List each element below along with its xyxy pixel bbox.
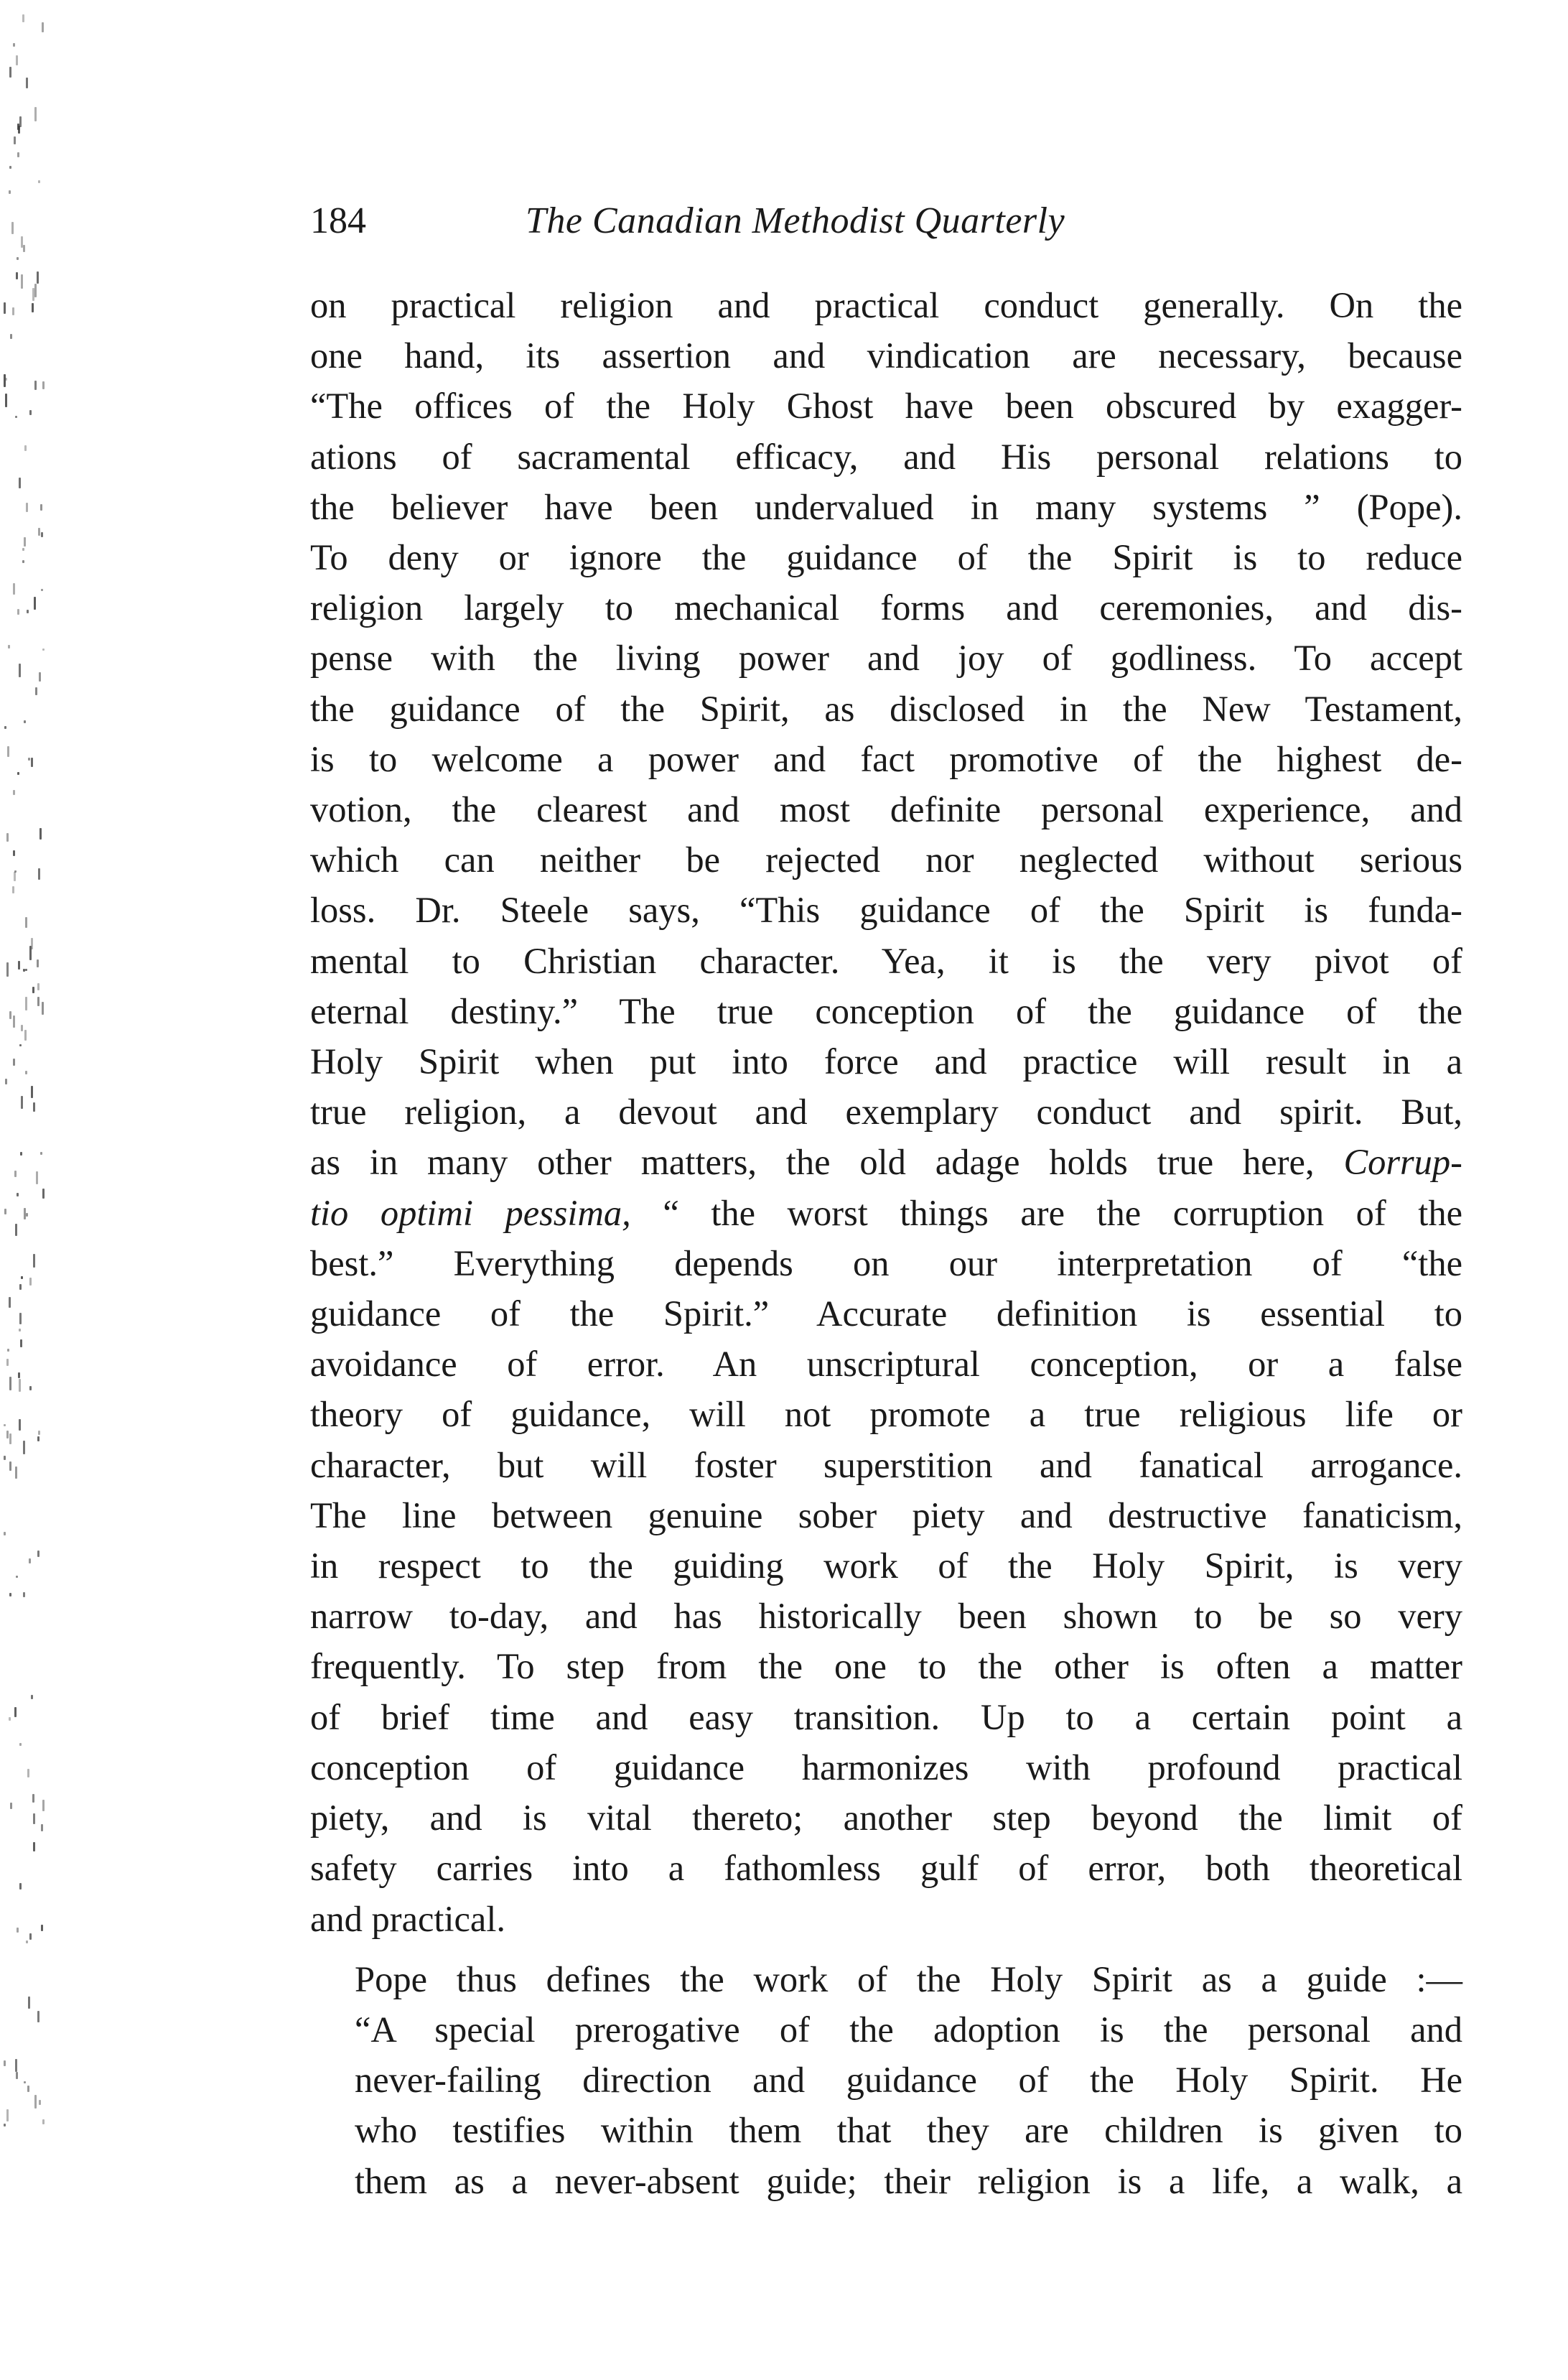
binding-speck (42, 1800, 45, 1811)
binding-speck (42, 1002, 44, 1015)
binding-speck (9, 1593, 11, 1596)
text-line-with-italic (310, 1137, 1462, 1187)
latin-phrase-end: tio optimi pessima, (310, 1192, 631, 1233)
binding-speck (35, 687, 37, 695)
binding-speck (31, 758, 33, 767)
binding-speck (34, 381, 37, 390)
binding-speck (42, 381, 45, 389)
binding-speck (32, 288, 34, 301)
binding-speck (14, 872, 16, 881)
binding-speck (20, 1152, 22, 1156)
body-text (310, 280, 1462, 2206)
text-line: “A special prerogative of the adoption is the personal and (355, 2009, 1462, 2050)
binding-speck (40, 504, 42, 511)
binding-speck (23, 1441, 25, 1454)
binding-speck (31, 938, 33, 949)
binding-speck (17, 124, 19, 130)
binding-speck (34, 2095, 37, 2109)
binding-speck (19, 1284, 22, 1290)
binding-speck (15, 2059, 17, 2072)
binding-speck (10, 334, 12, 339)
binding-speck (14, 1171, 17, 1177)
binding-speck (27, 610, 29, 613)
binding-speck (39, 828, 42, 840)
binding-speck (17, 609, 19, 615)
binding-speck (19, 1329, 21, 1331)
page-number: 184 (310, 200, 366, 241)
text-line: the guidance of the Spirit, as disclosed in the New Testament, (310, 688, 1462, 729)
binding-speck (24, 537, 26, 547)
binding-speck (41, 1824, 43, 1831)
binding-speck (26, 503, 28, 512)
binding-speck (37, 997, 39, 1006)
text-line: ations of sacramental efficacy, and His personal relations to (310, 436, 1462, 477)
binding-speck (19, 1044, 22, 1046)
binding-speck (21, 274, 23, 289)
text-line: is to welcome a power and fact promotive of the highest de- (310, 738, 1462, 779)
binding-speck (23, 1592, 25, 1597)
binding-speck (7, 1349, 9, 1352)
binding-speck (24, 1208, 26, 1219)
binding-speck (23, 245, 25, 252)
text-line: true religion, a devout and exemplary conduct and spirit. But, (310, 1092, 1462, 1133)
text-line: character, but will foster superstition and fanatical arrogance. (310, 1444, 1462, 1485)
text-line: Pope thus defines the work of the Holy Spirit as a guide :— (355, 1958, 1462, 1999)
binding-speck (41, 532, 43, 537)
binding-speck (7, 746, 9, 757)
binding-speck (4, 1424, 6, 1426)
text-line: best.” Everything depends on our interpretation of “the (310, 1242, 1462, 1283)
binding-speck (29, 1933, 32, 1940)
binding-speck (18, 1372, 20, 1378)
binding-speck (6, 833, 9, 842)
binding-speck (37, 983, 39, 990)
binding-speck (5, 1079, 7, 1084)
binding-speck (34, 107, 37, 121)
text-line: the believer have been undervalued in many systems ” (Pope). (310, 486, 1462, 527)
binding-speck (37, 2011, 39, 2022)
binding-speck (4, 1209, 6, 1214)
binding-speck (14, 1707, 17, 1717)
binding-speck (5, 394, 7, 407)
binding-speck (12, 307, 14, 315)
binding-speck (13, 1059, 15, 1066)
latin-phrase-start: Corrup- (1343, 1142, 1462, 1183)
binding-speck (34, 284, 37, 297)
binding-speck (29, 1386, 32, 1390)
binding-speck (16, 272, 18, 279)
binding-speck (42, 1189, 45, 1199)
binding-speck (27, 1769, 29, 1777)
binding-speck (16, 1576, 18, 1578)
binding-speck (42, 2119, 45, 2124)
text-line: safety carries into a fathomless gulf of error, both theoretical (310, 1848, 1462, 1889)
binding-speck (4, 726, 6, 729)
paragraph-1 (310, 280, 1462, 1944)
binding-speck (37, 1551, 39, 1557)
binding-speck (4, 2060, 6, 2066)
binding-speck (21, 1096, 23, 1109)
binding-speck (39, 2100, 41, 2105)
binding-speck (22, 548, 24, 551)
binding-speck (22, 14, 24, 22)
binding-speck (26, 78, 28, 88)
binding-speck (26, 1213, 28, 1217)
text-line: The line between genuine sober piety and destructive fanaticism, (310, 1495, 1462, 1535)
binding-speck (33, 1102, 35, 1112)
binding-speck (15, 1466, 17, 1479)
binding-speck (39, 672, 41, 682)
binding-speck (40, 1152, 42, 1155)
binding-speck (19, 478, 21, 488)
binding-speck (9, 190, 11, 194)
binding-speck (32, 1794, 34, 1803)
binding-speck (9, 1011, 11, 1019)
binding-speck (19, 1743, 22, 1746)
binding-speck (42, 649, 45, 651)
text-line: guidance of the Spirit.” Accurate definition is essential to (310, 1293, 1462, 1334)
binding-speck (15, 1224, 17, 1236)
text-line: Holy Spirit when put into force and practice will result in a (310, 1041, 1462, 1082)
binding-speck (37, 959, 39, 967)
text-line: votion, the clearest and most definite personal experience, and (310, 789, 1462, 830)
binding-speck (29, 410, 32, 415)
binding-speck (31, 1695, 33, 1699)
binding-speck (17, 152, 19, 157)
text-line: one hand, its assertion and vindication are necessary, because (310, 335, 1462, 376)
text-line: mental to Christian character. Yea, it is the very pivot of (310, 940, 1462, 981)
binding-speck (19, 1419, 21, 1431)
binding-speck (34, 597, 36, 610)
binding-speck (32, 303, 34, 312)
binding-speck (13, 583, 15, 595)
binding-speck (8, 645, 10, 649)
text-line: on practical religion and practical conduct generally. On the (310, 285, 1462, 325)
text-line: To deny or ignore the guidance of the Spirit is to reduce (310, 537, 1462, 578)
text-line: loss. Dr. Steele says, “This guidance of the Spirit is funda- (310, 890, 1462, 931)
binding-speck (33, 1842, 35, 1851)
binding-speck (24, 2081, 26, 2083)
text-line: in respect to the guiding work of the Holy Spirit, is very (310, 1545, 1462, 1586)
binding-speck (25, 917, 27, 928)
binding-speck (38, 180, 40, 183)
binding-speck (24, 1030, 27, 1041)
text-line: narrow to-day, and has historically been shown to be so very (310, 1596, 1462, 1637)
binding-speck (16, 55, 18, 65)
binding-speck (29, 1558, 31, 1563)
binding-speck (14, 136, 16, 144)
text-line-with-italic (310, 1188, 1462, 1238)
binding-speck (36, 1171, 38, 1184)
binding-speck (19, 664, 21, 677)
binding-speck (21, 1025, 23, 1031)
binding-speck (25, 997, 27, 1010)
binding-speck (26, 1940, 28, 1943)
binding-speck (25, 1071, 27, 1074)
binding-speck (25, 969, 27, 971)
binding-speck (9, 1297, 11, 1308)
text-line: frequently. To step from the one to the other is often a matter (310, 1646, 1462, 1687)
text-segment: as in many other matters, the old adage holds true here, (310, 1142, 1315, 1183)
binding-speck (19, 1313, 22, 1324)
text-line: avoidance of error. An unscriptural conception, or a false (310, 1344, 1462, 1385)
page-header (310, 192, 1265, 250)
text-line: “The offices of the Holy Ghost have been obscured by exagger- (310, 386, 1462, 427)
binding-speck (17, 772, 19, 775)
binding-speck (21, 236, 23, 248)
text-line: of brief time and easy transition. Up to a certain point a (310, 1696, 1462, 1737)
binding-speck (37, 1436, 39, 1441)
binding-speck (42, 22, 44, 32)
text-line: piety, and is vital thereto; another step beyond the limit of (310, 1798, 1462, 1839)
binding-speck (6, 1431, 9, 1438)
binding-speck (4, 302, 6, 314)
binding-speck (24, 720, 26, 723)
binding-speck (9, 1461, 11, 1471)
binding-speck (27, 2086, 29, 2092)
binding-speck (41, 589, 43, 591)
binding-speck (10, 1803, 12, 1809)
binding-speck (4, 2124, 6, 2126)
text-line: pense with the living power and joy of godliness. To accept (310, 638, 1462, 679)
binding-speck (13, 43, 15, 47)
binding-speck (13, 1015, 15, 1028)
text-line: theory of guidance, will not promote a true religious life or (310, 1394, 1462, 1435)
binding-speck (22, 560, 24, 563)
binding-speck (28, 1996, 30, 2009)
paragraph-2 (310, 1954, 1462, 2206)
binding-speck (19, 1883, 22, 1889)
text-line: eternal destiny.” The true conception of the guidance of the (310, 990, 1462, 1031)
text-line: never-failing direction and guidance of the Holy Spirit. He (355, 2060, 1462, 2101)
binding-speck (33, 1254, 35, 1268)
binding-speck (20, 1339, 22, 1347)
binding-speck (9, 1377, 11, 1390)
binding-speck (31, 1086, 33, 1098)
binding-speck (4, 1532, 6, 1535)
binding-speck (38, 868, 40, 880)
binding-speck (6, 2109, 9, 2121)
binding-speck (13, 850, 15, 856)
running-title: The Canadian Methodist Quarterly (526, 200, 1065, 241)
binding-speck (28, 758, 30, 761)
binding-speck (15, 416, 17, 418)
binding-speck (9, 166, 11, 169)
binding-speck (19, 1379, 21, 1392)
binding-speck (9, 67, 11, 78)
binding-speck (33, 1813, 35, 1824)
binding-speck (32, 987, 34, 993)
binding-speck (9, 1433, 11, 1444)
binding-speck (6, 1359, 9, 1366)
binding-speck (38, 528, 40, 536)
binding-speck (29, 1278, 32, 1286)
binding-speck (17, 1928, 19, 1933)
text-line: who testifies within them that they are children is given to (355, 2110, 1462, 2151)
binding-speck (9, 1717, 11, 1721)
text-line: which can neither be rejected nor neglected without serious (310, 840, 1462, 880)
binding-speck (17, 257, 19, 260)
binding-speck (4, 374, 6, 387)
binding-speck (11, 222, 14, 234)
binding-speck (4, 1456, 6, 1460)
text-segment: “ the worst things are the corruption of the (630, 1192, 1462, 1233)
binding-speck (41, 1925, 43, 1931)
text-line: and practical. (310, 1898, 505, 1939)
text-line: conception of guidance harmonizes with profound practical (310, 1747, 1462, 1788)
binding-speck (12, 886, 14, 893)
binding-speck (21, 1276, 23, 1279)
binding-speck (24, 445, 27, 451)
binding-speck (17, 1193, 19, 1196)
binding-speck (6, 962, 9, 977)
text-line: them as a never-absent guide; their religion is a life, a walk, a (355, 2160, 1462, 2201)
text-line: religion largely to mechanical forms and ceremonies, and dis- (310, 587, 1462, 628)
binding-speck (18, 961, 20, 970)
binding-speck (37, 271, 39, 284)
page-binding-edge (0, 0, 50, 2380)
binding-speck (13, 790, 15, 795)
binding-speck (16, 2072, 18, 2079)
binding-speck (38, 1431, 40, 1435)
